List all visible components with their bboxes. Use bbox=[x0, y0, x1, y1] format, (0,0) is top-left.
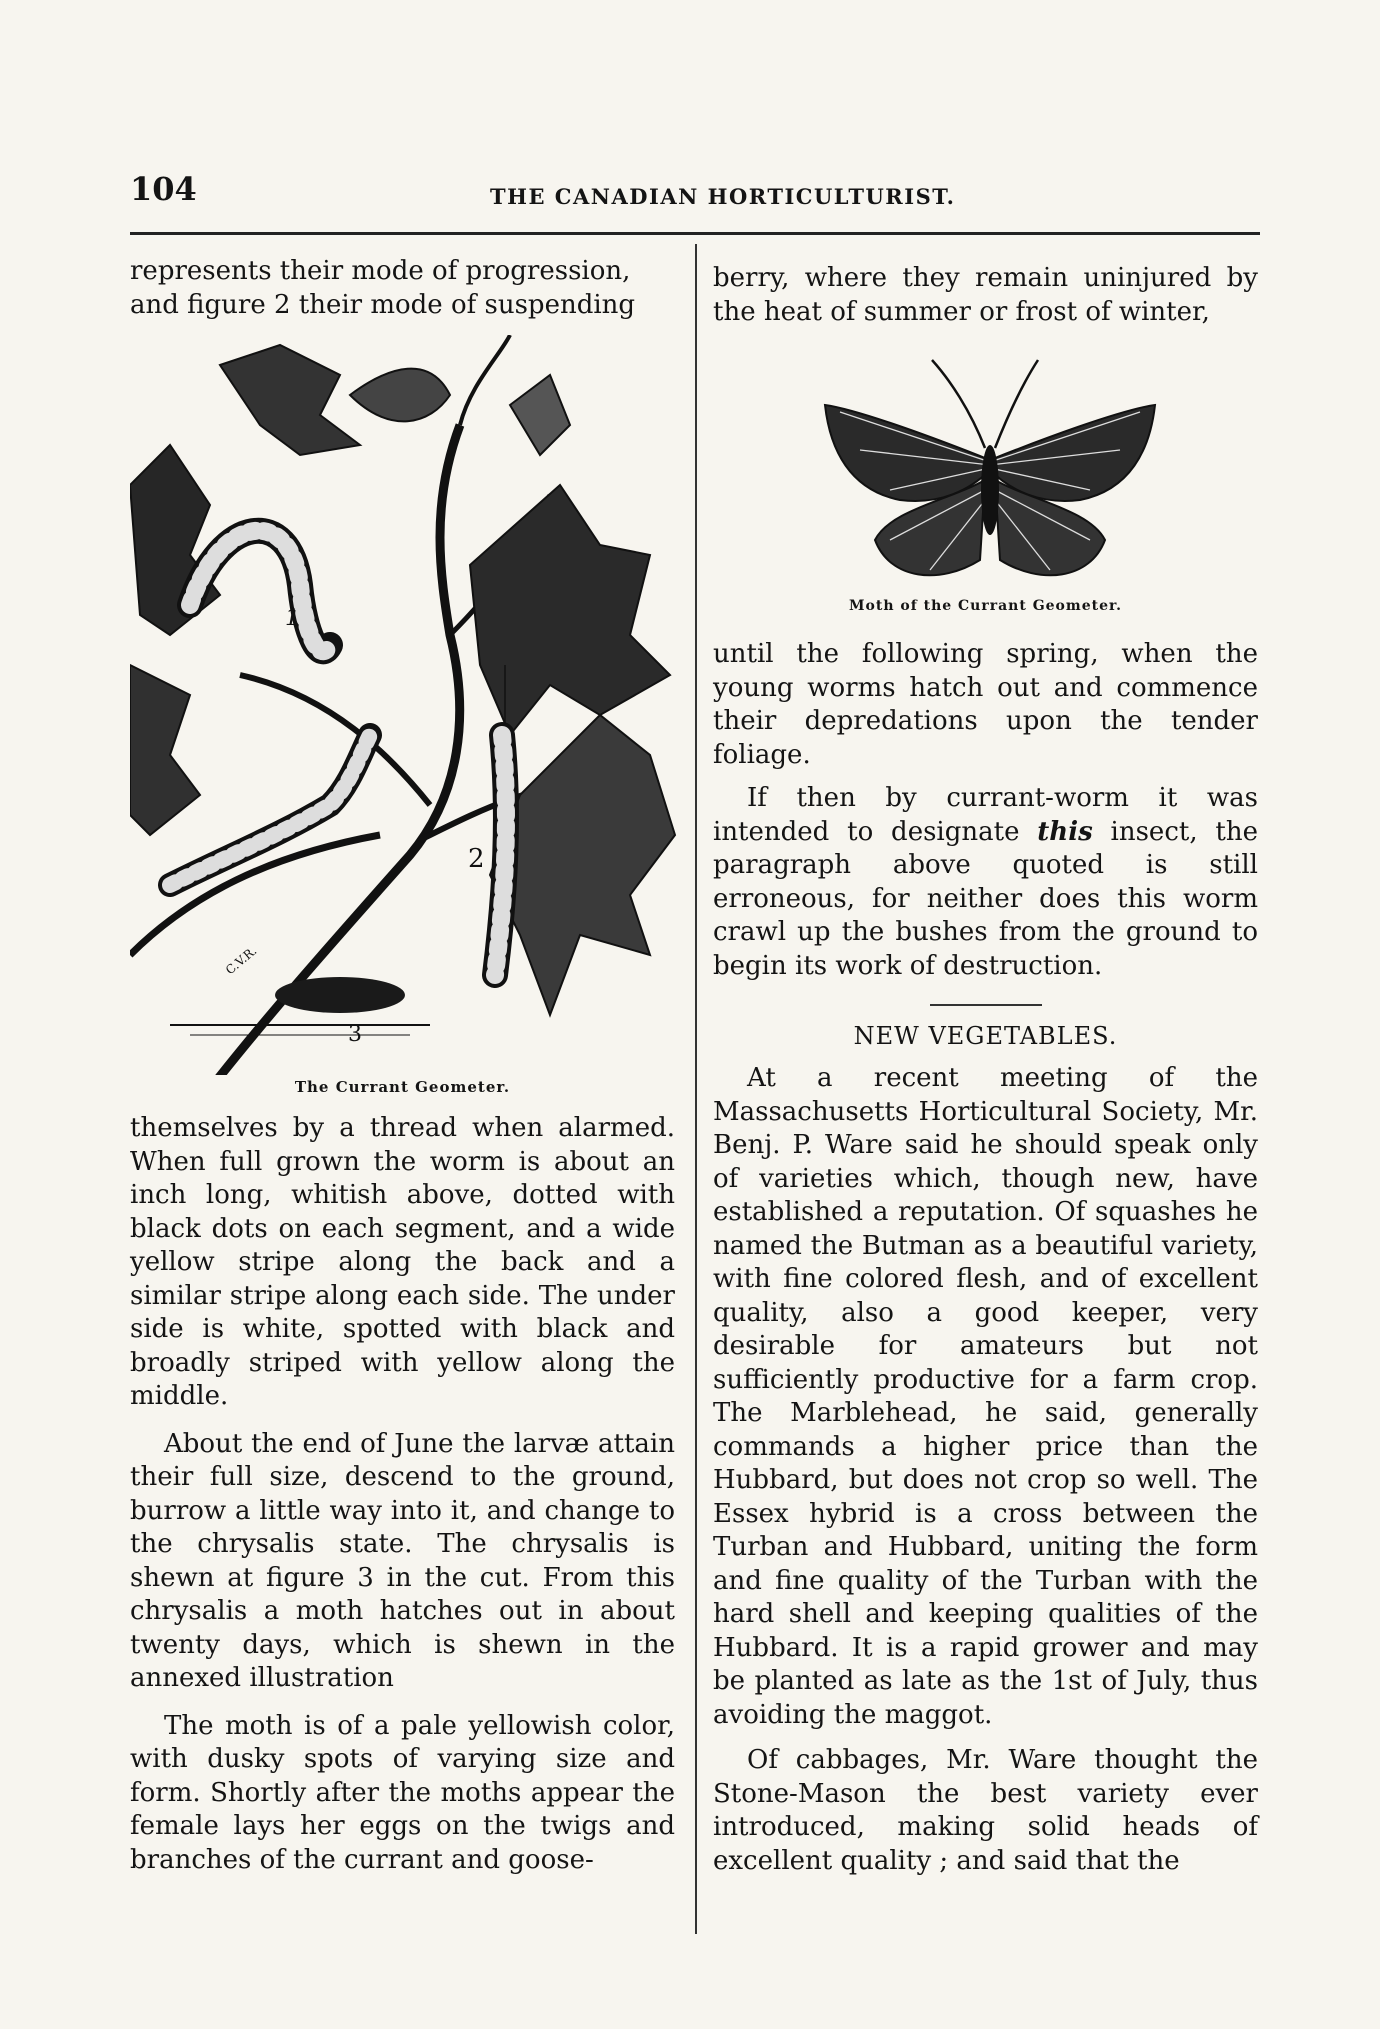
left-paragraph-1: themselves by a thread when alarmed. When full grown the worm is about an inch long, whitish above, dotted with black dots on each segment, and a wide yellow stripe along the back and a similar stripe along each side. The under side is white, spotted with black and broadly striped with yellow along the middle. bbox=[130, 1113, 675, 1411]
running-title: THE CANADIAN HORTICULTURIST. bbox=[490, 184, 956, 209]
right-column-body-1 bbox=[713, 638, 1258, 983]
column-divider bbox=[695, 244, 697, 1934]
chrysalis bbox=[275, 977, 405, 1013]
right-column-body-2 bbox=[713, 1062, 1258, 1878]
intro-line-2: and figure 2 their mode of suspending bbox=[130, 289, 636, 320]
right-paragraph-3: At a recent meeting of the Massachusetts Horticultural Society, Mr. Benj. P. Ware said he should speak only of varieties which, though new, have established a reputation. Of squashes he named the Butman as a beautiful variety, with fine colored flesh, and of excellent quality, also a good keeper, very desirable for amateurs but not sufficiently productive for a farm crop. The Marblehead, he said, generally commands a higher price than the Hubbard, but does not crop so well. The Essex hybrid is a cross between the Turban and Hubbard, uniting the form and fine quality of the Turban with the hard shell and keeping qualities of the Hubbard. It is a rapid grower and may be planted as late as the 1st of July, thus avoiding the maggot. bbox=[713, 1063, 1258, 1730]
header-rule bbox=[130, 232, 1260, 235]
artist-initials: C.V.R. bbox=[222, 943, 260, 978]
leaf bbox=[470, 485, 670, 735]
right-intro: berry, where they remain uninjured by the heat of summer or frost of winter, bbox=[713, 263, 1258, 327]
figure-label-3: 3 bbox=[348, 1022, 362, 1047]
page-number: 104 bbox=[130, 170, 197, 208]
figure-caption: The Currant Geometer. bbox=[294, 1078, 511, 1096]
currant-geometer-illustration bbox=[130, 335, 680, 1075]
intro-line-1: represents their mode of progression, bbox=[130, 256, 631, 286]
moth-body bbox=[981, 445, 999, 535]
moth-illustration bbox=[820, 350, 1160, 590]
moth-antenna bbox=[932, 360, 985, 448]
emphasis-this: this bbox=[1037, 816, 1093, 847]
left-column-intro bbox=[130, 255, 675, 322]
leaf bbox=[130, 665, 200, 835]
leaf bbox=[510, 375, 570, 455]
right-paragraph-4: Of cabbages, Mr. Ware thought the Stone-Mason the best variety ever introduced, making solid heads of excellent quality ; and said that the bbox=[713, 1745, 1258, 1876]
figure-label-1: 1 bbox=[285, 606, 299, 631]
leaf bbox=[490, 715, 675, 1015]
leaf bbox=[130, 445, 220, 635]
right-paragraph-1: until the following spring, when the young worms hatch out and commence their depredations upon the tender foliage. bbox=[713, 639, 1258, 770]
moth-caption: Moth of the Currant Geometer. bbox=[849, 598, 1122, 614]
leaf bbox=[220, 345, 360, 455]
section-heading: NEW VEGETABLES. bbox=[853, 1022, 1118, 1050]
left-column-body bbox=[130, 1112, 675, 1877]
right-column-intro bbox=[713, 262, 1258, 329]
left-paragraph-2: About the end of June the larvæ attain their full size, descend to the ground, burrow a little way into it, and change to the chrysalis state. The chrysalis is shewn at figure 3 in the cut. From this chrysalis a moth hatches out in about twenty days, which is shewn in the annexed illustration bbox=[130, 1428, 675, 1693]
leaf bbox=[350, 369, 450, 422]
page-header bbox=[130, 170, 1260, 220]
left-paragraph-3: The moth is of a pale yellowish color, with dusky spots of varying size and form. Shortly after the moths appear the female lays her eggs on the twigs and branches of the currant and goose- bbox=[130, 1710, 675, 1875]
right-paragraph-2: If then by currant-worm it was intended to designate this insect, the paragraph above quoted is still erroneous, for neither does this worm crawl up the bushes from the ground to begin its work of destruction. bbox=[713, 783, 1258, 981]
figure-label-2: 2 bbox=[468, 844, 485, 874]
section-rule bbox=[930, 1004, 1042, 1006]
moth-antenna bbox=[995, 360, 1038, 448]
